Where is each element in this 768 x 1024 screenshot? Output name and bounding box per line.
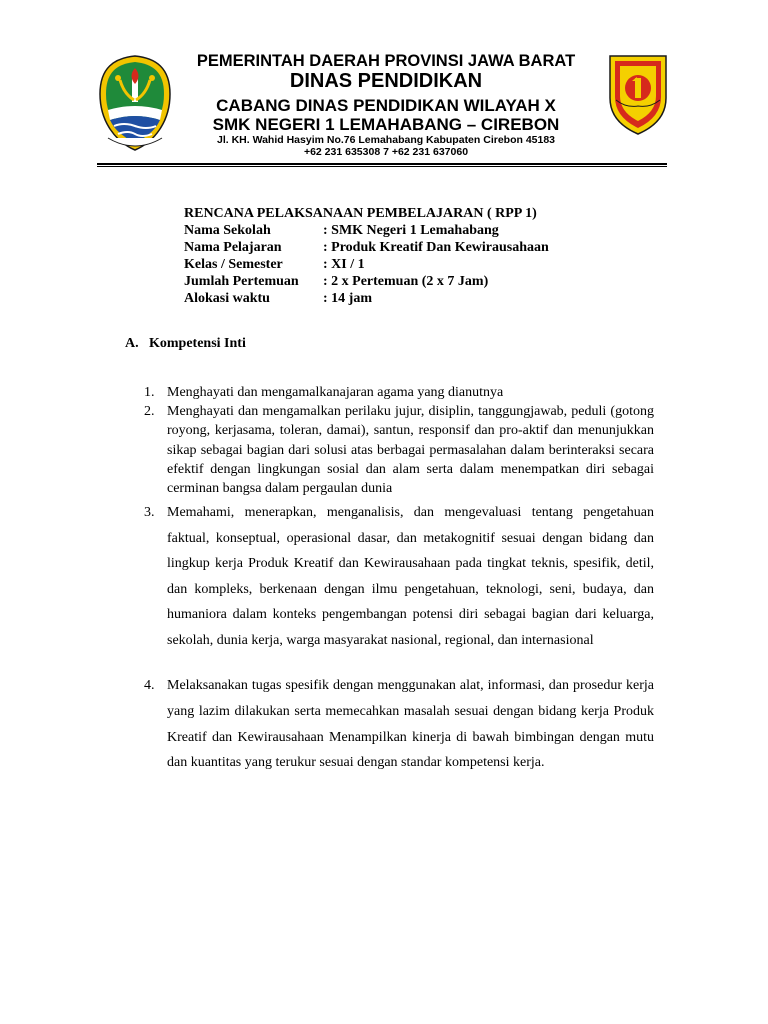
field-value: : Produk Kreatif Dan Kewirausahaan bbox=[323, 240, 549, 255]
field-row bbox=[184, 256, 549, 273]
field-value: : 14 jam bbox=[323, 291, 372, 306]
field-value: : XI / 1 bbox=[323, 257, 365, 272]
competency-list-part2 bbox=[144, 500, 654, 654]
branch-heading: CABANG DINAS PENDIDIKAN WILAYAH X bbox=[216, 96, 556, 115]
list-item-text: Melaksanakan tugas spesifik dengan menggunakan alat, informasi, dan prosedur kerja yang lazim dilakukan serta memecahkan masalah sesuai dengan bidang kerja Produk Kreatif dan Kewirausahaan Menampilkan kinerja di bawah bimbingan dengan mutu dan kuantitas yang terukur sesuai dengan standar kompetensi kerja. bbox=[167, 678, 654, 771]
jawa-barat-emblem-icon bbox=[98, 54, 172, 152]
list-item bbox=[144, 673, 654, 776]
school-heading: SMK NEGERI 1 LEMAHABANG – CIREBON bbox=[212, 115, 560, 134]
list-item-number: 1. bbox=[144, 385, 155, 400]
list-item-text: Menghayati dan mengamalkanajaran agama yang dianutnya bbox=[167, 385, 504, 400]
school-phone: +62 231 635308 7 +62 231 637060 bbox=[303, 146, 469, 158]
list-item-number: 4. bbox=[144, 678, 155, 693]
field-value: : SMK Negeri 1 Lemahabang bbox=[323, 223, 499, 238]
field-row bbox=[184, 290, 549, 307]
list-item bbox=[144, 383, 654, 402]
list-item-text: Memahami, menerapkan, menganalisis, dan mengevaluasi tentang pengetahuan faktual, konseptual, operasional dasar, dan metakognitif sesuai dengan bidang dan lingkup kerja Produk Kreatif dan Kewirausahaan pada tingkat teknis, spesifik, detil, dan kompleks, berkenaan dengan ilmu pengetahuan, teknologi, seni, budaya, dan humaniora dalam konteks pengembangan potensi diri sebagai bagian dari keluarga, sekolah, dunia kerja, warga masyarakat nasional, regional, dan internasional bbox=[167, 505, 654, 648]
list-item-number: 2. bbox=[144, 404, 155, 420]
field-value: : 2 x Pertemuan (2 x 7 Jam) bbox=[323, 274, 489, 289]
list-item bbox=[144, 500, 654, 654]
field-row bbox=[184, 222, 549, 239]
section-heading bbox=[125, 336, 246, 352]
school-address: Jl. KH. Wahid Hasyim No.76 Lemahabang Kabupaten Cirebon 45183 bbox=[216, 134, 556, 146]
government-heading: PEMERINTAH DAERAH PROVINSI JAWA BARAT bbox=[196, 52, 576, 70]
field-label: Kelas / Semester bbox=[184, 257, 283, 272]
letterhead-rule-thick bbox=[97, 163, 667, 165]
rpp-title: RENCANA PELAKSANAAN PEMBELAJARAN ( RPP 1) bbox=[184, 206, 537, 221]
section-letter: A. bbox=[125, 336, 139, 351]
department-heading: DINAS PENDIDIKAN bbox=[289, 70, 483, 92]
field-label: Nama Sekolah bbox=[184, 223, 271, 238]
list-item bbox=[144, 402, 654, 498]
field-row bbox=[184, 239, 549, 256]
competency-list-part3 bbox=[144, 673, 654, 776]
field-label: Alokasi waktu bbox=[184, 291, 270, 306]
smk-shield-logo-icon bbox=[606, 50, 670, 136]
list-item-text: Menghayati dan mengamalkan perilaku jujur, disiplin, tanggungjawab, peduli (gotong royong, kerjasama, toleran, damai), santun, responsif dan pro-aktif dan menunjukkan sikap sebagai bagian dari solusi atas berbagai permasalahan dalam berinteraksi secara efektif dengan lingkungan sosial dan alam serta dalam menempatkan diri sebagai cerminan bangsa dalam pergaulan dunia bbox=[167, 404, 654, 497]
section-title: Kompetensi Inti bbox=[149, 336, 246, 351]
list-item-number: 3. bbox=[144, 505, 155, 520]
rpp-identity-block bbox=[184, 205, 549, 307]
field-label: Jumlah Pertemuan bbox=[184, 274, 299, 289]
competency-list-part1 bbox=[144, 383, 654, 498]
field-label: Nama Pelajaran bbox=[184, 240, 282, 255]
field-row bbox=[184, 273, 549, 290]
letterhead-rule-thin bbox=[97, 166, 667, 167]
